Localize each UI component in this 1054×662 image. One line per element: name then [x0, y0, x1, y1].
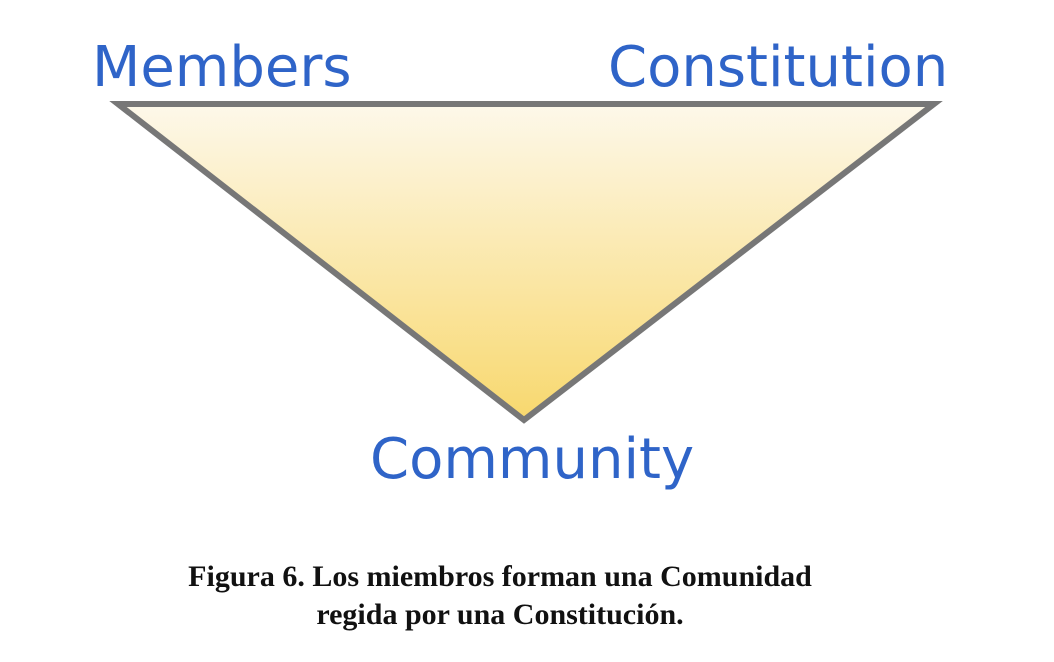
members-label: Members	[92, 35, 352, 100]
caption-line-2: regida por una Constitución.	[316, 598, 684, 631]
caption-line-1: Figura 6. Los miembros forman una Comunidad	[188, 560, 812, 593]
community-label: Community	[370, 427, 695, 492]
inverted-triangle	[118, 104, 934, 420]
constitution-label: Constitution	[608, 35, 949, 100]
figure-caption	[0, 558, 1000, 634]
